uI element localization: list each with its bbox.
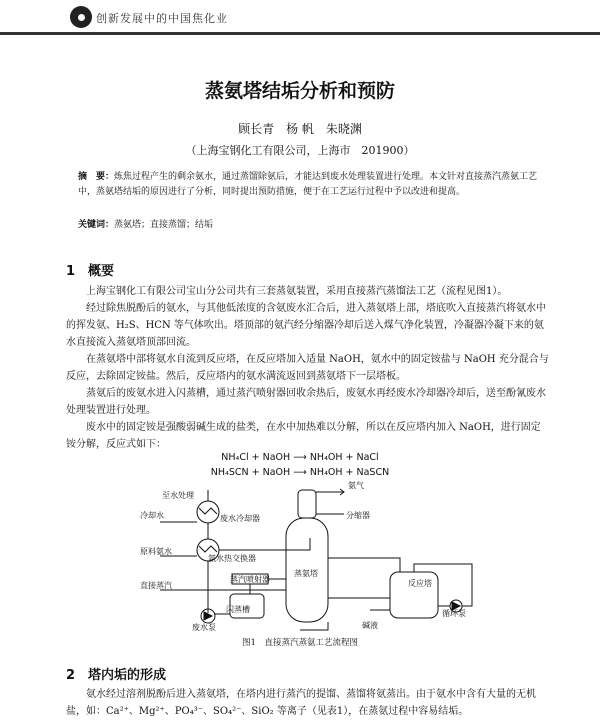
label-steam-ejector: 蒸汽喷射器 xyxy=(230,575,270,584)
label-waste-cooler: 废水冷却器 xyxy=(220,514,260,523)
abstract xyxy=(78,170,540,200)
label-waste-pump: 废水泵 xyxy=(192,623,216,632)
section-heading-1: 1 概要 xyxy=(66,264,115,279)
equation-1: NH₄Cl + NaOH ⟶ NH₄OH + NaCl xyxy=(221,452,379,463)
abstract-text: 炼焦过程产生的剩余氨水，通过蒸馏除氨后，才能达到废水处理装置进行处理。本文针对直接蒸汽蒸氨工艺中，蒸氨塔结垢的原因进行了分析，同时提出预防措施，便于在工艺运行过程中予以改进和提高。 xyxy=(78,172,538,197)
label-dephlegmator: 分缩器 xyxy=(346,511,370,520)
equation-2: NH₄SCN + NaOH ⟶ NH₄OH + NaSCN xyxy=(210,467,390,478)
process-flow-diagram xyxy=(100,478,500,636)
label-waste-treat: 至水处理 xyxy=(162,491,194,500)
keywords-label: 关键词： xyxy=(78,220,115,230)
journal-name: 创新发展中的中国焦化业 xyxy=(96,12,228,25)
abstract-label: 摘 要： xyxy=(78,172,115,182)
paragraph: 废水中的固定铵是强酸弱碱生成的盐类，在水中加热难以分解，所以在反应塔内加入 NaOH，进行固定铵分解，反应式如下： xyxy=(66,422,541,450)
label-cooling-water: 冷却水 xyxy=(140,511,164,520)
label-direct-steam: 直接蒸汽 xyxy=(140,581,172,590)
journal-logo-icon xyxy=(70,6,92,28)
pipe-stripper-bottom xyxy=(300,622,328,630)
label-naoh: 碱液 xyxy=(362,621,378,630)
paper-title: 蒸氨塔结垢分析和预防 xyxy=(204,80,395,102)
waste-cooler-coil xyxy=(199,508,217,514)
label-flash-tank: 闪蒸槽 xyxy=(226,605,250,614)
label-heat-exchanger: 氨水热交换器 xyxy=(208,554,256,563)
header-rule xyxy=(0,32,600,35)
label-reactor: 反应塔 xyxy=(408,579,432,588)
heat-exchanger-coil xyxy=(199,546,217,552)
waste-pump-arrow xyxy=(204,612,212,620)
paragraph: 氨水经过溶剂脱酚后进入蒸氨塔，在塔内进行蒸汽的提馏、蒸馏将氨蒸出。由于氨水中含有大量的无机盐，如：Ca²⁺、Mg²⁺、PO₄³⁻、SO₄²⁻、SiO₂ 等离子（见表1），在蒸氨过程中容易结垢。 xyxy=(66,689,536,717)
keywords xyxy=(78,217,540,230)
affiliation: （上海宝钢化工有限公司，上海市 201900） xyxy=(185,144,415,157)
dephlegmator xyxy=(298,490,316,518)
label-circ-pump: 循环泵 xyxy=(442,609,466,618)
paragraph: 上海宝钢化工有限公司宝山分公司共有三套蒸氨装置，采用直接蒸汽蒸馏法工艺（流程见图1）。 xyxy=(86,286,508,297)
label-stripper: 蒸氨塔 xyxy=(294,569,318,578)
pipe-stripper-reactor xyxy=(328,558,400,572)
paragraph: 蒸氨后的废氨水进入闪蒸槽，通过蒸汽喷射器回收余热后，废氨水再经废水冷却器冷却后，送至酚氰废水处理装置进行处理。 xyxy=(66,388,546,416)
authors: 顾长青 杨 帆 朱晓渊 xyxy=(238,122,362,136)
section-heading-2: 2 塔内垢的形成 xyxy=(66,668,167,683)
keywords-text: 蒸氨塔；直接蒸馏；结垢 xyxy=(114,220,214,230)
label-raw-ammonia: 原料氨水 xyxy=(140,547,172,556)
label-gas: 氨气 xyxy=(348,481,364,490)
pipe-hx-stripper xyxy=(219,538,310,550)
figure-caption: 图1 直接蒸汽蒸氨工艺流程图 xyxy=(242,638,358,648)
paragraph: 在蒸氨塔中部将氨水自流到反应塔，在反应塔加入适量 NaOH，氨水中的固定铵盐与 NaOH 充分混合与反应，去除固定铵盐。然后，反应塔内的氨水满流返回到蒸氨塔下一层塔板。 xyxy=(66,354,549,382)
paragraph: 经过除焦脱酚后的氨水，与其他低浓度的含氨废水汇合后，进入蒸氨塔上部，塔底吹入直接蒸汽将氨水中的挥发氨、H₂S、HCN 等气体吹出。塔顶部的氨汽经分缩器冷却后送入煤气净化装置，冷凝器冷凝下来的氨水直接流入蒸氨塔顶部回流。 xyxy=(66,303,546,348)
